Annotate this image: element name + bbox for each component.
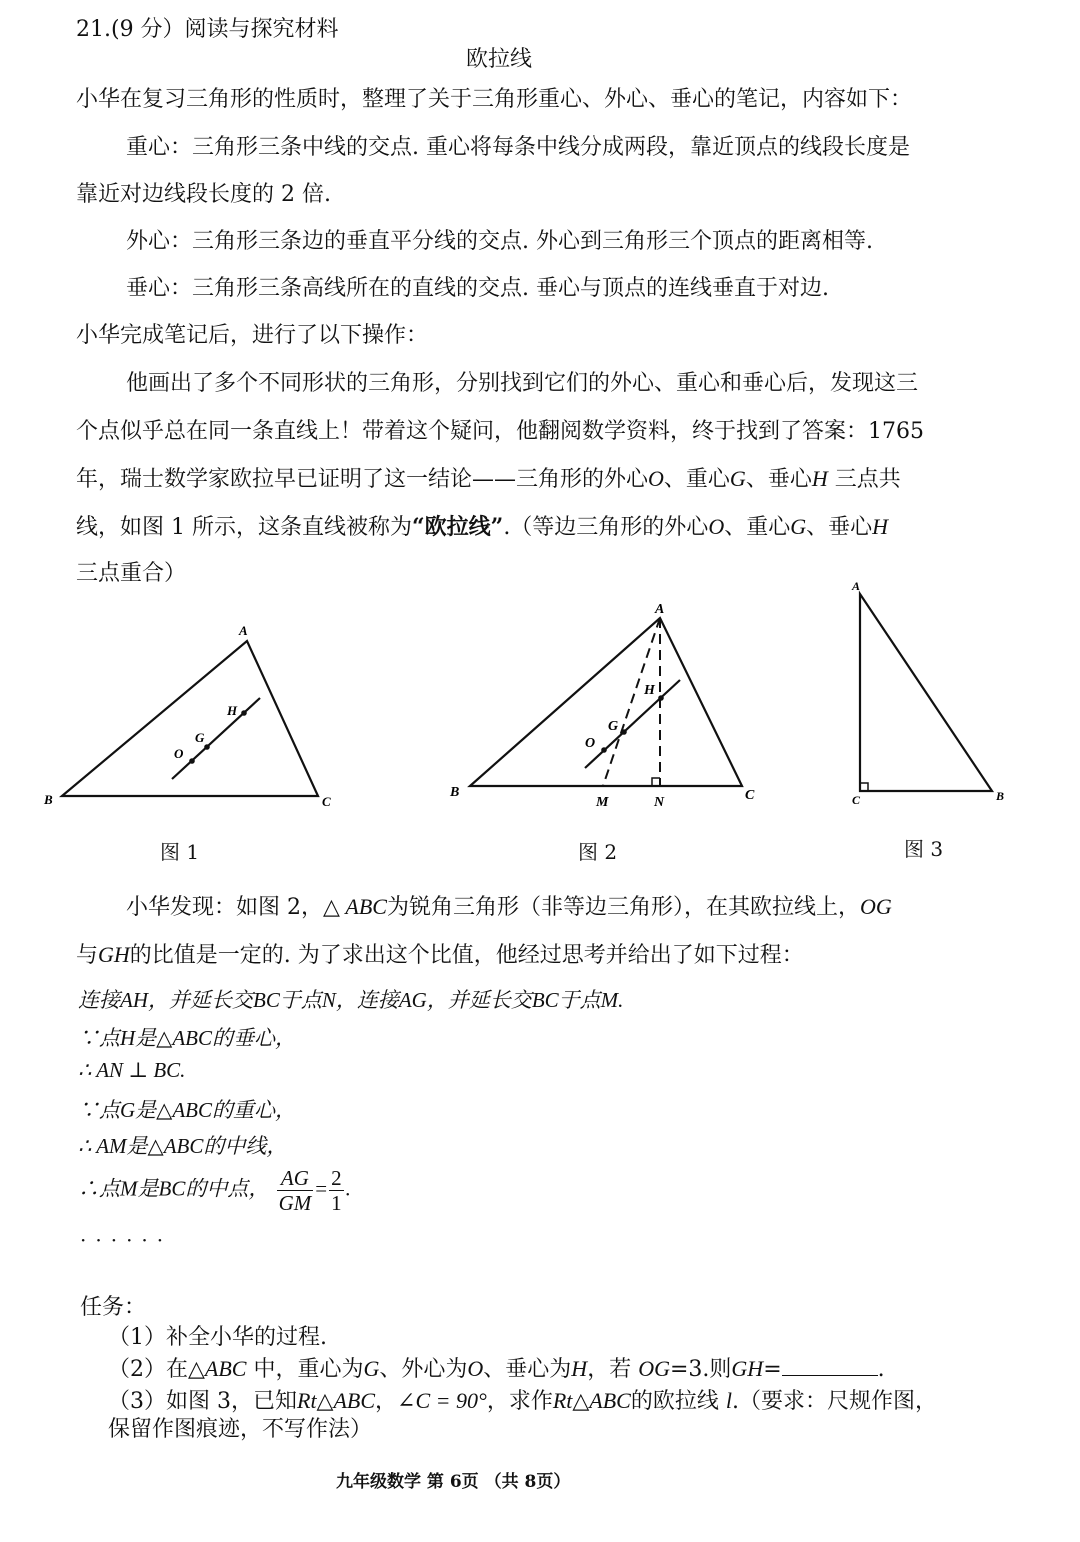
fig1-label-g: G <box>195 730 205 745</box>
fig2-label-h: H <box>644 683 655 698</box>
fraction-2-1: $\frac{2}{1}$ <box>331 1166 342 1215</box>
paragraph-line2: 个点似乎总在同一条直线上！带着这个疑问，他翻阅数学资料，终于找到了答案：1765 <box>76 419 924 444</box>
after-notes-text: 小华完成笔记后，进行了以下操作： <box>76 323 429 348</box>
fig2-right-angle-mark <box>652 778 660 786</box>
fig2-label-b: B <box>450 785 460 800</box>
tasks-label: 任务： <box>80 1295 147 1320</box>
fig1-point-o <box>189 758 195 764</box>
proof-step1: 连接AH，并延长交BC于点N，连接AG，并延长交BC于点M. <box>78 988 624 1012</box>
fig3-label-b: B <box>996 789 1005 803</box>
fig3-label-a: A <box>852 580 861 593</box>
fig1-label-b: B <box>44 792 53 807</box>
section-title: 欧拉线 <box>466 47 533 72</box>
fig2-caption: 图 2 <box>578 840 618 864</box>
fig3-caption: 图 3 <box>904 837 944 861</box>
circumcenter-note: 外心：三角形三条边的垂直平分线的交点. 外心到三角形三个顶点的距离相等. <box>126 229 873 254</box>
fig1-caption: 图 1 <box>160 840 200 864</box>
fig2-label-a: A <box>655 602 665 617</box>
figure-2-diagram <box>449 602 755 810</box>
proof-step4: ∵点G是△ABC的重心， <box>78 1098 296 1122</box>
task-3-line1: （3）如图 3，已知Rt△ABC，∠C = 90°，求作Rt△ABC的欧拉线 l.（要求：尺规作图， <box>108 1388 937 1414</box>
fig2-point-h <box>658 695 664 701</box>
task-2: （2）在△ABC 中，重心为G、外心为O、垂心为H，若 OG=3.则GH= . <box>108 1356 885 1382</box>
centroid-note-line2: 靠近对边线段长度的 2 倍. <box>76 182 331 207</box>
fig1-label-a: A <box>239 623 248 638</box>
discovery-line2: 与GH的比值是一定的. 为了求出这个比值，他经过思考并给出了如下过程： <box>76 942 804 968</box>
fig1-label-c: C <box>322 794 331 809</box>
page-footer: 九年级数学 第 6页 （共 8页） <box>336 1472 571 1492</box>
fig3-triangle <box>860 594 992 791</box>
fig1-point-g <box>204 744 210 750</box>
proof-step6: ∴点M是BC的中点， $\frac{AG}{GM}$ = $\frac{2}{1}$ . <box>78 1166 351 1215</box>
answer-blank[interactable] <box>782 1357 878 1376</box>
orthocenter-note: 垂心：三角形三条高线所在的直线的交点. 垂心与顶点的连线垂直于对边. <box>126 276 829 301</box>
fig2-label-m: M <box>596 795 609 810</box>
fraction-ag-gm: $\frac{AG}{GM}$ <box>278 1166 312 1215</box>
fig1-point-h <box>241 710 247 716</box>
fig2-euler-line <box>585 680 680 768</box>
fig2-label-o: O <box>585 736 596 751</box>
fig3-label-c: C <box>852 793 861 807</box>
discovery-line1: 小华发现：如图 2，△ ABC为锐角三角形（非等边三角形），在其欧拉线上，OG <box>126 894 892 920</box>
ellipsis: ······ <box>80 1228 173 1252</box>
proof-step3: ∴ AN ⊥ BC. <box>78 1058 186 1082</box>
fig1-triangle <box>62 641 318 796</box>
proof-step2: ∵点H是△ABC的垂心， <box>78 1026 296 1050</box>
centroid-note-line1: 重心：三角形三条中线的交点. 重心将每条中线分成两段，靠近顶点的线段长度是 <box>126 135 910 160</box>
figure-1-diagram <box>43 623 331 809</box>
question-header: 21.(9 分）阅读与探究材料 <box>76 17 339 42</box>
fig1-euler-line <box>172 698 260 779</box>
fig1-label-o: O <box>174 746 184 761</box>
task-3-line2: 保留作图痕迹，不写作法） <box>108 1417 373 1442</box>
fig2-label-c: C <box>745 788 755 803</box>
paragraph-line1: 他画出了多个不同形状的三角形，分别找到它们的外心、重心和垂心后，发现这三 <box>126 371 919 396</box>
paragraph-line3: 年，瑞士数学家欧拉早已证明了这一结论——三角形的外心O、重心G、垂心H 三点共 <box>76 466 901 492</box>
figure-3-diagram <box>851 580 1004 807</box>
paragraph-line4: 线，如图 1 所示，这条直线被称为“欧拉线”.（等边三角形的外心O、重心G、垂心H <box>76 514 889 540</box>
fig2-point-o <box>601 747 607 753</box>
fig2-label-g: G <box>608 719 619 734</box>
fig2-point-g <box>621 729 627 735</box>
fig3-right-angle-mark <box>860 783 868 791</box>
proof-step5: ∴ AM是△ABC的中线， <box>78 1134 288 1158</box>
paragraph-line5: 三点重合） <box>76 561 187 586</box>
fig2-label-n: N <box>654 795 665 810</box>
intro-text: 小华在复习三角形的性质时，整理了关于三角形重心、外心、垂心的笔记，内容如下： <box>76 87 913 112</box>
fig1-label-h: H <box>227 703 238 718</box>
task-1: （1）补全小华的过程. <box>108 1325 327 1350</box>
fig2-triangle <box>470 618 742 786</box>
euler-line-term: “欧拉线” <box>412 514 504 540</box>
